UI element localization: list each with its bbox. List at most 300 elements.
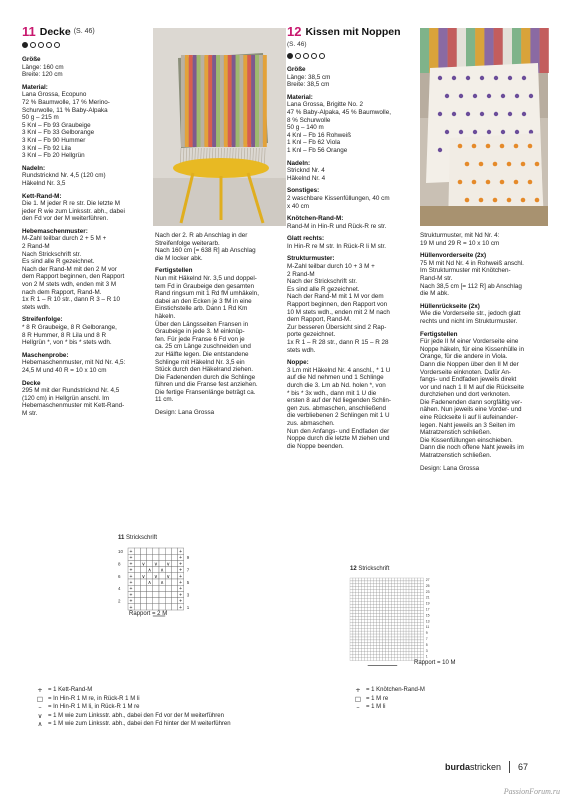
chart-cell bbox=[380, 613, 383, 616]
chart-cell bbox=[356, 581, 359, 584]
chart-cell bbox=[356, 587, 359, 590]
page-reference: (S. 46) bbox=[287, 41, 307, 48]
chart-cell bbox=[377, 605, 380, 608]
chart-cell bbox=[159, 604, 165, 610]
chart-cell bbox=[400, 602, 403, 605]
instruction-block bbox=[22, 84, 150, 160]
instruction-line: x 40 cm bbox=[287, 202, 310, 210]
slip-stitch-symbol: ∨ bbox=[154, 573, 158, 580]
chart-cell bbox=[421, 613, 424, 616]
chart-cell bbox=[147, 585, 153, 591]
chart-cell bbox=[353, 590, 356, 593]
chart-cell bbox=[403, 599, 406, 602]
chart-cell bbox=[359, 637, 362, 640]
row-number: 27 bbox=[425, 577, 430, 582]
instruction-block bbox=[287, 66, 415, 89]
chart-cell bbox=[134, 573, 140, 579]
chart-cell bbox=[415, 655, 418, 658]
chart-cell bbox=[371, 649, 374, 652]
chart-cell bbox=[409, 622, 412, 625]
chart-cell bbox=[350, 599, 353, 602]
chart-cell bbox=[406, 581, 409, 584]
bobble bbox=[487, 94, 491, 98]
instruction-line: ca. 25 cm Länge zuschneiden und bbox=[155, 343, 251, 351]
chart-cell bbox=[388, 587, 391, 590]
project-11-header bbox=[22, 24, 95, 39]
chart-cell bbox=[400, 643, 403, 646]
chart-cell bbox=[374, 649, 377, 652]
instruction-line: Wie die Vorderseite str., jedoch glatt bbox=[420, 310, 521, 318]
chart-cell bbox=[403, 640, 406, 643]
chart-cell bbox=[418, 602, 421, 605]
row-number: 11 bbox=[425, 625, 430, 630]
chart-cell bbox=[353, 637, 356, 640]
chart-cell bbox=[406, 608, 409, 611]
chart-cell bbox=[421, 646, 424, 649]
chart-cell bbox=[397, 605, 400, 608]
chart-cell bbox=[418, 637, 421, 640]
chart-cell bbox=[421, 590, 424, 593]
edge-stitch-symbol: + bbox=[179, 549, 183, 555]
chart-cell bbox=[140, 604, 146, 610]
bobble bbox=[486, 144, 491, 149]
chart-cell bbox=[415, 640, 418, 643]
chart-cell bbox=[365, 599, 368, 602]
chart-cell bbox=[368, 637, 371, 640]
chart-cell bbox=[377, 625, 380, 628]
chart-cell bbox=[388, 640, 391, 643]
chart-cell bbox=[353, 584, 356, 587]
chart-cell bbox=[382, 593, 385, 596]
chart-cell bbox=[356, 652, 359, 655]
project-title: Kissen mit Noppen bbox=[305, 25, 401, 38]
instruction-line: von 2 M stets wdh, enden mit 3 M bbox=[22, 281, 117, 289]
bobble bbox=[522, 76, 526, 80]
blanket-stripe bbox=[216, 55, 220, 147]
chart-cell bbox=[362, 625, 365, 628]
chart-cell bbox=[418, 613, 421, 616]
chart-cell bbox=[134, 554, 140, 560]
chart-cell bbox=[374, 652, 377, 655]
instruction-line: 47 % Baby-Alpaka, 45 % Baumwolle, bbox=[287, 108, 391, 116]
chart-cell bbox=[412, 608, 415, 611]
chart-cell bbox=[350, 616, 353, 619]
chart-cell bbox=[415, 596, 418, 599]
legend-item bbox=[350, 686, 425, 695]
chart-cell bbox=[147, 598, 153, 604]
section-heading: Knötchen-Rand-M: bbox=[287, 215, 344, 223]
difficulty-rating bbox=[287, 53, 325, 59]
chart-cell bbox=[415, 649, 418, 652]
chart-cell bbox=[362, 587, 365, 590]
chart-cell bbox=[382, 578, 385, 581]
page-footer bbox=[445, 761, 528, 773]
chart-cell bbox=[418, 628, 421, 631]
slip-stitch-symbol: ∧ bbox=[147, 580, 152, 586]
chart-cell bbox=[159, 560, 165, 566]
chart-cell bbox=[371, 613, 374, 616]
instruction-line: In Hin-R re M str. In Rück-R li M str. bbox=[287, 242, 387, 250]
legend-item bbox=[32, 703, 231, 712]
chart-cell bbox=[380, 625, 383, 628]
chart-cell bbox=[388, 602, 391, 605]
chart-cell bbox=[365, 625, 368, 628]
chart-cell bbox=[418, 643, 421, 646]
chart-cell bbox=[380, 602, 383, 605]
instruction-line: durch die 3. Lm ab Nd. holen *, von bbox=[287, 381, 386, 389]
chart-cell bbox=[371, 634, 374, 637]
chart-cell bbox=[409, 608, 412, 611]
chart-cell bbox=[350, 649, 353, 652]
chart-cell bbox=[382, 652, 385, 655]
chart-cell bbox=[140, 579, 146, 585]
chart-cell bbox=[134, 548, 140, 554]
chart-cell bbox=[359, 622, 362, 625]
legend-text: = In Hin-R 1 M li, in Rück-R 1 M re bbox=[48, 704, 140, 710]
chart-cell bbox=[353, 605, 356, 608]
chart-cell bbox=[415, 578, 418, 581]
chart-cell bbox=[388, 590, 391, 593]
chart-cell bbox=[147, 554, 153, 560]
chart-cell bbox=[409, 593, 412, 596]
chart-cell bbox=[371, 628, 374, 631]
chart-cell bbox=[382, 628, 385, 631]
chart-cell bbox=[371, 619, 374, 622]
chart-cell bbox=[359, 655, 362, 658]
chart-cell bbox=[400, 587, 403, 590]
bobble bbox=[493, 162, 498, 167]
chart-cell bbox=[409, 658, 412, 661]
legend-text: = 1 M wie zum Linksstr. abh., dabei den Fd hinter der M weiterführen bbox=[48, 721, 231, 727]
chart-cell bbox=[356, 619, 359, 622]
edge-stitch-symbol: + bbox=[129, 573, 133, 580]
chart-cell bbox=[365, 578, 368, 581]
chart-cell bbox=[359, 608, 362, 611]
section-heading: Material: bbox=[22, 83, 48, 91]
bobble bbox=[494, 76, 498, 80]
chart-cell bbox=[412, 610, 415, 613]
difficulty-rating bbox=[22, 42, 60, 48]
chart-cell bbox=[403, 646, 406, 649]
instruction-block bbox=[155, 267, 283, 404]
chart-cell bbox=[140, 554, 146, 560]
slip-stitch-symbol: ∧ bbox=[160, 580, 164, 586]
chart-cell bbox=[377, 602, 380, 605]
chart-cell bbox=[382, 640, 385, 643]
chart-cell bbox=[388, 610, 391, 613]
instruction-line: Die Fadenenden dann sorgfältig ver- bbox=[420, 398, 523, 406]
chart-cell bbox=[391, 613, 394, 616]
row-number: 15 bbox=[425, 613, 430, 618]
chart-cell bbox=[421, 599, 424, 602]
chart-cell bbox=[415, 616, 418, 619]
bobble bbox=[458, 180, 463, 185]
chart-cell bbox=[394, 613, 397, 616]
instruction-block bbox=[420, 252, 548, 298]
chart-cell bbox=[374, 602, 377, 605]
chart-cell bbox=[412, 596, 415, 599]
chart-cell bbox=[359, 613, 362, 616]
chart-cell bbox=[391, 581, 394, 584]
chart-cell bbox=[365, 590, 368, 593]
section-heading: Hüllenrückseite (2x) bbox=[420, 302, 480, 310]
blanket-photo bbox=[153, 28, 286, 226]
chart-cell bbox=[359, 640, 362, 643]
bobble bbox=[515, 94, 519, 98]
chart-cell bbox=[374, 608, 377, 611]
chart-cell bbox=[391, 599, 394, 602]
chart-cell bbox=[403, 652, 406, 655]
chart-cell bbox=[397, 613, 400, 616]
chart-cell bbox=[385, 596, 388, 599]
chart-cell bbox=[365, 616, 368, 619]
instruction-block bbox=[287, 215, 415, 230]
chart-cell bbox=[374, 622, 377, 625]
chart-cell bbox=[368, 625, 371, 628]
instruction-line: nähen. Nun jeweils eine Vorder- und bbox=[420, 406, 522, 414]
bobble bbox=[486, 180, 491, 185]
instruction-block bbox=[22, 352, 150, 375]
chart-cell bbox=[359, 578, 362, 581]
chart-cell bbox=[371, 652, 374, 655]
instruction-line: Rand-M str. bbox=[420, 274, 453, 282]
chart-cell bbox=[406, 590, 409, 593]
instruction-line: Streifenfolge weiterarb. bbox=[155, 239, 220, 247]
bobble bbox=[514, 144, 519, 149]
edge-stitch-symbol: + bbox=[129, 580, 133, 586]
blanket-stripe bbox=[181, 55, 185, 147]
chart-cell bbox=[406, 593, 409, 596]
chart-cell bbox=[362, 622, 365, 625]
bobble bbox=[458, 144, 463, 149]
chart-cell bbox=[350, 584, 353, 587]
project-12-header bbox=[287, 24, 401, 39]
instruction-line: jeder R wie zum Linksstr. abh., dabei bbox=[22, 207, 125, 215]
chart-cell bbox=[356, 646, 359, 649]
chart-cell bbox=[350, 587, 353, 590]
section-heading: Material: bbox=[287, 93, 313, 101]
chart-cell bbox=[350, 652, 353, 655]
chart-cell bbox=[365, 628, 368, 631]
chart-cell bbox=[418, 610, 421, 613]
instruction-block bbox=[22, 316, 150, 346]
chart-cell bbox=[377, 608, 380, 611]
instruction-line: (120 cm) in Hellgrün anschl. Im bbox=[22, 394, 110, 402]
chart-cell bbox=[374, 587, 377, 590]
chart-cell bbox=[365, 593, 368, 596]
chart-cell bbox=[418, 652, 421, 655]
chart-cell bbox=[394, 625, 397, 628]
chart-cell bbox=[421, 631, 424, 634]
chart-cell bbox=[415, 584, 418, 587]
blanket-stripe bbox=[247, 55, 251, 147]
project-12-instructions-cont bbox=[420, 232, 548, 477]
chart-cell bbox=[394, 622, 397, 625]
instruction-block bbox=[287, 94, 415, 155]
chart-cell bbox=[371, 622, 374, 625]
legend-text: = 1 M wie zum Linksstr. abh., dabei den Fd vor der M weiterführen bbox=[48, 712, 224, 719]
slip-stitch-symbol: ∨ bbox=[154, 561, 158, 568]
chart-cell bbox=[391, 655, 394, 658]
instruction-line: Dann die Noppen über den II M der bbox=[420, 360, 519, 368]
chart-cell bbox=[377, 622, 380, 625]
chart-cell bbox=[391, 646, 394, 649]
instruction-line: 2 waschbare Kissenfüllungen, 40 cm bbox=[287, 194, 390, 202]
chart-cell bbox=[412, 640, 415, 643]
instruction-block bbox=[22, 228, 150, 312]
chart-cell bbox=[409, 631, 412, 634]
chart-cell bbox=[371, 593, 374, 596]
chart-cell bbox=[359, 605, 362, 608]
chart-cell bbox=[418, 599, 421, 602]
chart-cell bbox=[153, 567, 159, 573]
instruction-line: 3 Lm mit Häkelnd Nr. 4 anschl., * 1 U bbox=[287, 366, 391, 374]
bobble bbox=[507, 162, 512, 167]
chart-cell bbox=[353, 610, 356, 613]
chart-cell bbox=[377, 619, 380, 622]
chart-cell bbox=[377, 587, 380, 590]
instruction-line: 5 Knl – Fb 93 Graubeige bbox=[22, 121, 91, 129]
chart-cell bbox=[403, 602, 406, 605]
chart-cell bbox=[418, 649, 421, 652]
chart-cell bbox=[368, 613, 371, 616]
instruction-line: Es sind alle R gezeichnet. bbox=[287, 285, 360, 293]
blanket-stripe bbox=[193, 55, 197, 147]
chart-cell bbox=[377, 593, 380, 596]
chart-cell bbox=[359, 631, 362, 634]
chart-cell bbox=[391, 616, 394, 619]
chart-cell bbox=[412, 616, 415, 619]
bobble bbox=[465, 162, 470, 167]
chart-cell bbox=[380, 605, 383, 608]
chart-cell bbox=[412, 599, 415, 602]
blanket-stripe bbox=[208, 55, 212, 147]
chart-cell bbox=[415, 631, 418, 634]
chart-cell bbox=[353, 596, 356, 599]
bobble bbox=[529, 94, 533, 98]
chart-cell bbox=[394, 628, 397, 631]
chart-cell bbox=[362, 608, 365, 611]
chart-cell bbox=[371, 605, 374, 608]
chart-cell bbox=[171, 585, 177, 591]
chart-cell bbox=[397, 640, 400, 643]
edge-stitch-symbol: + bbox=[179, 598, 183, 605]
chart-cell bbox=[388, 634, 391, 637]
chart-cell bbox=[356, 655, 359, 658]
chart-cell bbox=[165, 591, 171, 597]
chart-cell bbox=[397, 634, 400, 637]
chart-cell bbox=[368, 619, 371, 622]
chart-cell bbox=[374, 605, 377, 608]
row-number: 17 bbox=[425, 607, 430, 612]
chart-cell bbox=[377, 646, 380, 649]
chart-cell bbox=[350, 643, 353, 646]
difficulty-dot-empty bbox=[319, 53, 325, 59]
instruction-block bbox=[155, 232, 283, 262]
chart-cell bbox=[371, 616, 374, 619]
chart-cell bbox=[385, 590, 388, 593]
chart-cell bbox=[368, 655, 371, 658]
chart-cell bbox=[374, 613, 377, 616]
chart-cell bbox=[371, 646, 374, 649]
chart-cell bbox=[356, 584, 359, 587]
chart-cell bbox=[374, 631, 377, 634]
chart-cell bbox=[394, 655, 397, 658]
chart-cell bbox=[350, 622, 353, 625]
chart-cell bbox=[421, 608, 424, 611]
chart-cell bbox=[365, 619, 368, 622]
chart-cell bbox=[412, 619, 415, 622]
instruction-line: zus. abmaschen. bbox=[287, 419, 335, 427]
chart-cell bbox=[406, 631, 409, 634]
chart-cell bbox=[356, 658, 359, 661]
throw-stripe bbox=[429, 28, 438, 73]
instruction-line: M str. bbox=[22, 409, 38, 417]
blanket-stripe bbox=[197, 55, 201, 147]
chart-cell bbox=[371, 587, 374, 590]
chart-cell bbox=[406, 658, 409, 661]
chart-cell bbox=[380, 608, 383, 611]
chart-12-grid bbox=[350, 576, 490, 666]
difficulty-dot-empty bbox=[311, 53, 317, 59]
chart-cell bbox=[421, 605, 424, 608]
chart-cell bbox=[165, 567, 171, 573]
chart-cell bbox=[353, 631, 356, 634]
instruction-line: Nach der Strickschrift str. bbox=[287, 278, 357, 286]
chart-cell bbox=[418, 622, 421, 625]
chart-cell bbox=[388, 616, 391, 619]
chart-cell bbox=[400, 634, 403, 637]
instruction-line: 3 Knl – Fb 20 Hellgrün bbox=[22, 152, 85, 160]
chart-cell bbox=[171, 604, 177, 610]
chart-cell bbox=[374, 593, 377, 596]
chart-cell bbox=[350, 658, 353, 661]
chart-cell bbox=[171, 554, 177, 560]
chart-cell bbox=[400, 593, 403, 596]
chart-cell bbox=[362, 640, 365, 643]
chart-cell bbox=[359, 643, 362, 646]
chart-cell bbox=[350, 634, 353, 637]
chart-cell bbox=[406, 643, 409, 646]
chart-cell bbox=[368, 581, 371, 584]
chart-cell bbox=[397, 584, 400, 587]
blanket-stripe bbox=[243, 55, 247, 147]
chart-cell bbox=[397, 658, 400, 661]
chart-cell bbox=[400, 655, 403, 658]
throw-stripe bbox=[420, 28, 429, 73]
chart-cell bbox=[409, 581, 412, 584]
chart-cell bbox=[356, 610, 359, 613]
chart-cell bbox=[377, 649, 380, 652]
chart-cell bbox=[153, 554, 159, 560]
chart-cell bbox=[365, 646, 368, 649]
instruction-line: Die Kissenfüllungen einschieben. bbox=[420, 436, 513, 444]
chart-cell bbox=[362, 658, 365, 661]
chart-cell bbox=[400, 599, 403, 602]
chart-cell bbox=[406, 625, 409, 628]
edge-stitch-symbol: + bbox=[129, 598, 133, 605]
chart-cell bbox=[385, 578, 388, 581]
chart-cell bbox=[397, 599, 400, 602]
chart-cell bbox=[385, 652, 388, 655]
bobble bbox=[500, 180, 505, 185]
chart-cell bbox=[406, 619, 409, 622]
chart-cell bbox=[400, 590, 403, 593]
legend-text: = 1 Knötchen-Rand-M bbox=[366, 687, 425, 693]
chart-cell bbox=[418, 587, 421, 590]
chart-cell bbox=[388, 655, 391, 658]
chart-cell bbox=[356, 640, 359, 643]
